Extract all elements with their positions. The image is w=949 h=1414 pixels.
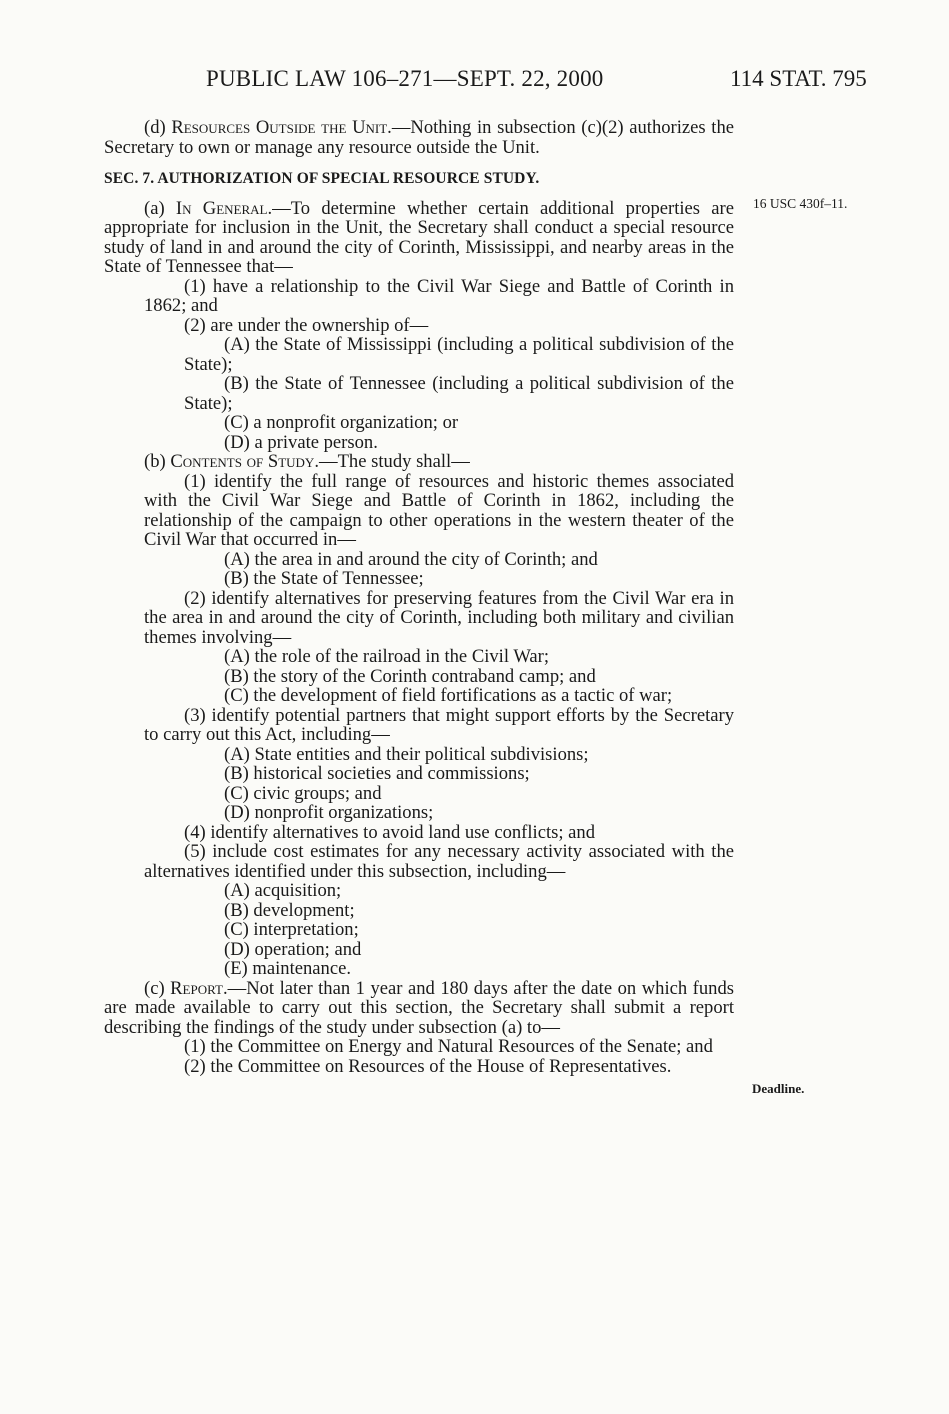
- subsection-heading: Report.: [170, 977, 228, 999]
- subparagraph: (B) the State of Tennessee (including a political subdivision of the State);: [184, 373, 734, 414]
- subparagraph: (B) the State of Tennessee;: [224, 568, 424, 589]
- subsection-c: (c) Report.—Not later than 1 year and 180 days after the date on which funds are made available to carry out this section, the Secretary shall submit a report describing the findings of the study under subsection (a) to—: [104, 977, 734, 1038]
- paragraph: (1) the Committee on Energy and Natural Resources of the Senate; and: [184, 1036, 713, 1057]
- margin-note-deadline: Deadline.: [752, 1081, 805, 1096]
- subsection-d: (d) Resources Outside the Unit.—Nothing in subsection (c)(2) authorizes the Secretary to own or manage any resource outside the Unit.: [104, 117, 734, 158]
- subparagraph: (A) State entities and their political subdivisions;: [224, 743, 589, 765]
- subparagraph: (D) operation; and: [224, 938, 362, 960]
- page-header: [0, 66, 949, 96]
- subsection-heading: In General.: [175, 197, 273, 219]
- subsection-heading: Contents of Study.: [170, 451, 319, 472]
- paragraph: (1) have a relationship to the Civil War Siege and Battle of Corinth in 1862; and: [144, 275, 734, 316]
- subsection-a: (a) In General.—To determine whether certain additional properties are appropriate for inclusion in the Unit, the Secretary shall conduct a special resource study of land in and around the city of Corinth, Mississippi, and nearby areas in the State of Tennessee that—: [104, 197, 734, 277]
- subsection-b: (b) Contents of Study.—The study shall—: [144, 451, 470, 472]
- document-body: [104, 118, 734, 1076]
- subparagraph: (C) the development of field fortifications as a tactic of war;: [224, 685, 673, 706]
- subparagraph: (B) the story of the Corinth contraband camp; and: [224, 665, 596, 687]
- subsection-heading: Resources Outside the Unit.: [171, 117, 392, 138]
- page-number: 114 STAT. 795: [730, 66, 867, 91]
- subparagraph: (A) the State of Mississippi (including a political subdivision of the State);: [184, 334, 734, 375]
- subparagraph: (B) development;: [224, 899, 355, 921]
- subparagraph: (C) interpretation;: [224, 919, 359, 940]
- running-head: PUBLIC LAW 106–271—SEPT. 22, 2000: [206, 66, 604, 91]
- subparagraph: (C) a nonprofit organization; or: [224, 412, 459, 433]
- subparagraph: (D) a private person.: [224, 431, 378, 453]
- subparagraph: (E) maintenance.: [224, 958, 351, 979]
- paragraph: (2) are under the ownership of—: [184, 314, 429, 336]
- subparagraph: (A) acquisition;: [224, 880, 342, 901]
- section-heading: SEC. 7. AUTHORIZATION OF SPECIAL RESOURCE STUDY.: [104, 170, 540, 187]
- paragraph: (3) identify potential partners that might support efforts by the Secretary to carry out this Act, including—: [144, 704, 734, 745]
- subparagraph: (C) civic groups; and: [224, 782, 382, 804]
- subparagraph: (A) the area in and around the city of Corinth; and: [224, 548, 598, 570]
- subparagraph: (D) nonprofit organizations;: [224, 802, 434, 823]
- paragraph: (4) identify alternatives to avoid land use conflicts; and: [184, 821, 596, 843]
- margin-note-usc: 16 USC 430f–11.: [753, 196, 848, 211]
- paragraph: (2) the Committee on Resources of the House of Representatives.: [184, 1055, 672, 1077]
- paragraph: (5) include cost estimates for any necessary activity associated with the alternatives identified under this subsection, including—: [144, 841, 734, 882]
- subparagraph: (A) the role of the railroad in the Civil War;: [224, 646, 549, 667]
- paragraph: (2) identify alternatives for preserving features from the Civil War era in the area in and around the city of Corinth, including both military and civilian themes involving—: [144, 587, 734, 648]
- subparagraph: (B) historical societies and commissions;: [224, 763, 530, 784]
- paragraph: (1) identify the full range of resources and historic themes associated with the Civil War Siege and Battle of Corinth in 1862, including the relationship of the campaign to other operations in the western theater of the Civil War that occurred in—: [144, 470, 734, 550]
